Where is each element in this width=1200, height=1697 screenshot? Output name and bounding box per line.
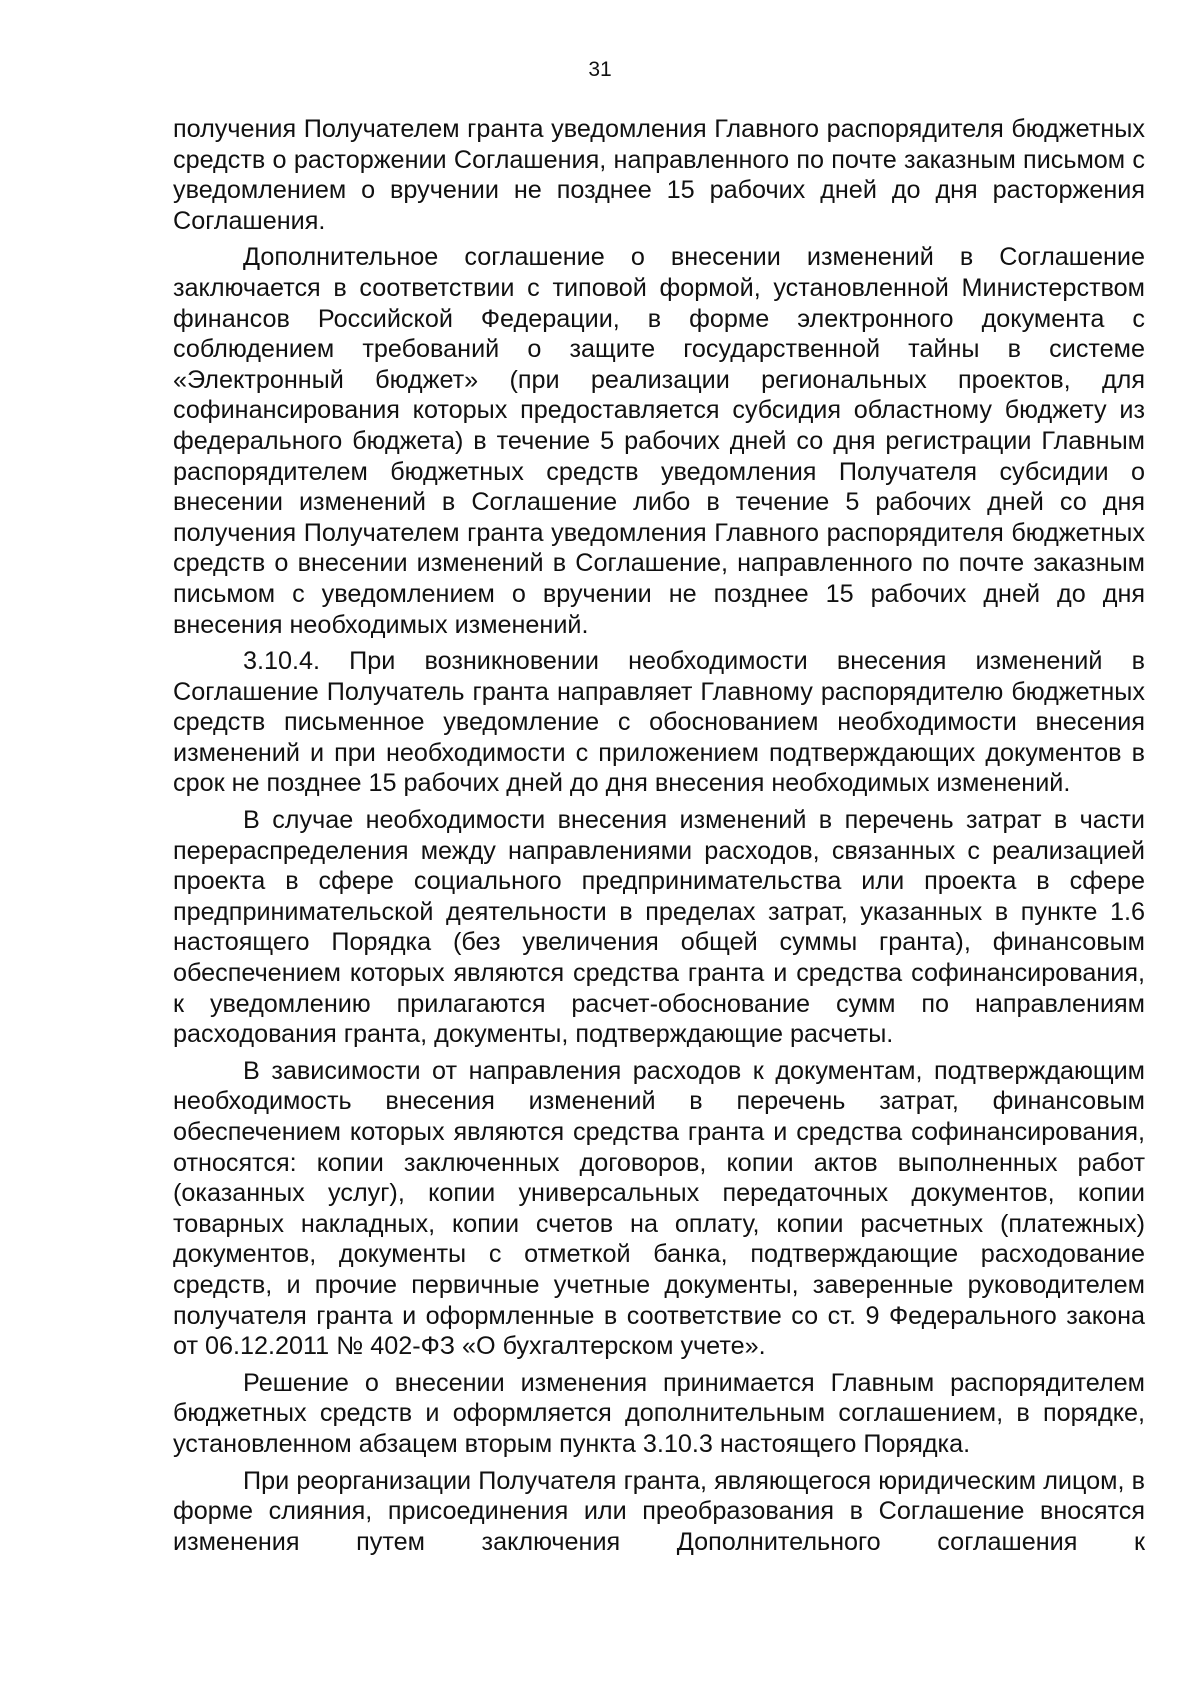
paragraph-supporting-documents: В зависимости от направления расходов к документам, подтверждающим необходимость внесения изменений в перечень затрат, финансовым обеспечением которых являются средства гранта и средства софинансирования, относятся: копии заключенных договоров, копии актов выполненных работ (оказанных услуг), копии универсальных передаточных документов, копии товарных накладных, копии счетов на оплату, копии расчетных (платежных) документов, документы с отметкой банка, подтверждающие расходование средств, и прочие первичные учетные документы, заверенные руководителем получателя гранта и оформленные в соответствие со ст. 9 Федерального закона от 06.12.2011 № 402-ФЗ «О бухгалтерском учете». <box>173 1056 1145 1361</box>
paragraph-reorganization: При реорганизации Получателя гранта, являющегося юридическим лицом, в форме слияния, присоединения или преобразования в Соглашение вносятся изменения путем заключения Дополнительного соглашения к <box>173 1466 1145 1556</box>
document-body <box>173 114 1145 1563</box>
paragraph-decision: Решение о внесении изменения принимается Главным распорядителем бюджетных средств и оформляется дополнительным соглашением, в порядке, установленном абзацем вторым пункта 3.10.3 настоящего Порядка. <box>173 1368 1145 1458</box>
paragraph-additional-agreement: Дополнительное соглашение о внесении изменений в Соглашение заключается в соответствии с типовой формой, установленной Министерством финансов Российской Федерации, в форме электронного документа с соблюдением требований о защите государственной тайны в системе «Электронный бюджет» (при реализации региональных проектов, для софинансирования которых предоставляется субсидия областному бюджету из федерального бюджета) в течение 5 рабочих дней со дня регистрации Главным распорядителем бюджетных средств уведомления Получателя субсидии о внесении изменений в Соглашение либо в течение 5 рабочих дней со дня получения Получателем гранта уведомления Главного распорядителя бюджетных средств о внесении изменений в Соглашение, направленного по почте заказным письмом с уведомлением о вручении не позднее 15 рабочих дней до дня внесения необходимых изменений. <box>173 243 1145 639</box>
paragraph-continuation: получения Получателем гранта уведомления Главного распорядителя бюджетных средств о расторжении Соглашения, направленного по почте заказным письмом с уведомлением о вручении не позднее 15 рабочих дней до дня расторжения Соглашения. <box>173 115 1145 235</box>
page-number: 31 <box>588 58 612 81</box>
paragraph-cost-redistribution: В случае необходимости внесения изменений в перечень затрат в части перераспределения между направлениями расходов, связанных с реализацией проекта в сфере социального предпринимательства или проекта в сфере предпринимательской деятельности в пределах затрат, указанных в пункте 1.6 настоящего Порядка (без увеличения общей суммы гранта), финансовым обеспечением которых являются средства гранта и средства софинансирования, к уведомлению прилагаются расчет-обоснование сумм по направлениям расходования гранта, документы, подтверждающие расчеты. <box>173 806 1145 1049</box>
paragraph-3-10-4: 3.10.4. При возникновении необходимости внесения изменений в Соглашение Получатель гранта направляет Главному распорядителю бюджетных средств письменное уведомление с обоснованием необходимости внесения изменений и при необходимости с приложением подтверждающих документов в срок не позднее 15 рабочих дней до дня внесения необходимых изменений. <box>173 647 1145 798</box>
